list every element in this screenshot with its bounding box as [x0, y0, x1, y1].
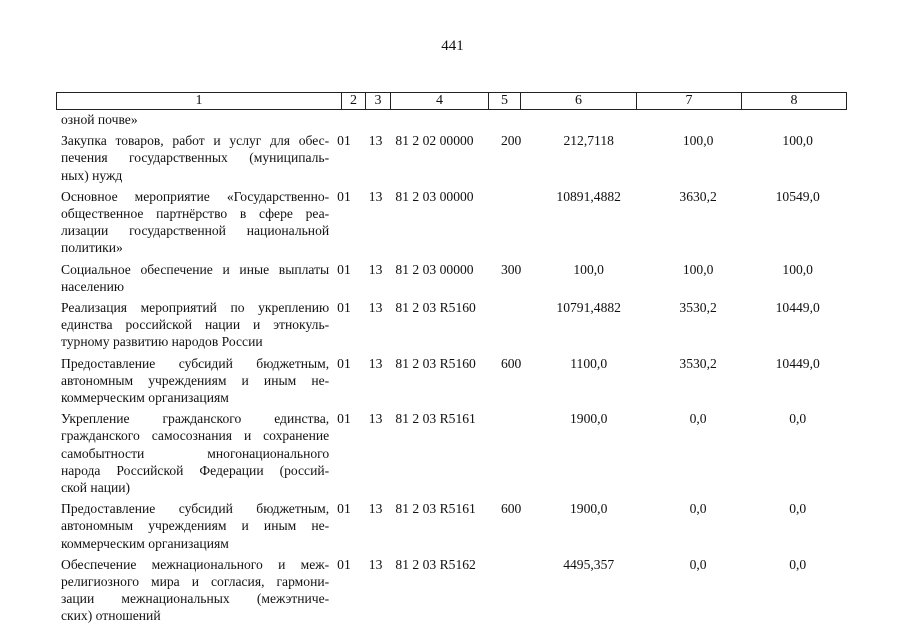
row-description: [56, 556, 329, 625]
subsection-code: [365, 111, 394, 128]
subsection-code: 13: [368, 501, 383, 517]
amount-col-8: 10549,0: [775, 188, 820, 204]
expense-type-code: 600: [500, 355, 522, 371]
column-header-4: 4: [391, 93, 489, 110]
amount-col-7: 3530,2: [679, 300, 717, 316]
description-line: Реализация мероприятий по укреплению: [61, 300, 330, 316]
column-header-7: 7: [637, 93, 742, 110]
amount-col-7: 3630,2: [679, 188, 717, 204]
subsection-code: 13: [368, 355, 383, 371]
description-line: гражданского самосознания и сохранение: [61, 428, 330, 444]
amount-col-8: 0,0: [789, 556, 807, 572]
amount-col-8: [749, 111, 846, 128]
amount-col-7: 100,0: [682, 261, 714, 277]
target-article-code: 81 2 03 R5161: [395, 411, 476, 427]
description-line: коммерческим организациям: [61, 535, 229, 551]
description-line: населению: [61, 278, 125, 294]
section-code: 01: [337, 355, 351, 371]
target-article-code: 81 2 03 R5162: [395, 556, 476, 572]
amount-col-6: 212,7118: [563, 133, 614, 149]
amount-col-7: [647, 111, 750, 128]
amount-col-8: 10449,0: [775, 300, 820, 316]
amount-col-8: 0,0: [789, 501, 807, 517]
section-code: 01: [337, 411, 351, 427]
table-row: [56, 188, 846, 257]
description-line: религиозного мира и согласия, гармони-: [61, 574, 330, 590]
amount-col-7: 3530,2: [679, 355, 717, 371]
amount-col-6: 1900,0: [569, 501, 608, 517]
table-row: [56, 500, 846, 552]
subsection-code: 13: [368, 556, 383, 572]
target-article-code: 81 2 03 R5160: [395, 300, 476, 316]
subsection-code: 13: [368, 300, 383, 316]
amount-col-6: 10791,4882: [556, 300, 621, 316]
amount-col-8: 10449,0: [775, 355, 820, 371]
amount-col-7: 0,0: [689, 501, 707, 517]
description-line: ской нации): [61, 480, 131, 496]
expense-type-code: [499, 188, 531, 257]
description-line: зации межнациональных (межэтниче-: [61, 591, 330, 607]
table-row: [56, 261, 846, 295]
description-line: ных) нужд: [61, 167, 123, 183]
description-line: общественное партнёрство в сфере реа-: [61, 206, 330, 222]
description-line: Предоставление субсидий бюджетным,: [61, 501, 330, 517]
description-line: Укрепление гражданского единства,: [61, 411, 330, 427]
column-header-8: 8: [742, 93, 847, 110]
table-row: [56, 556, 846, 625]
row-description: [56, 132, 329, 184]
expense-type-code: [499, 410, 531, 496]
expense-type-code: 600: [500, 501, 522, 517]
section-code: 01: [337, 133, 351, 149]
description-line: турному развитию народов России: [61, 334, 263, 350]
table-row: [56, 410, 846, 496]
amount-col-6: 10891,4882: [556, 188, 621, 204]
description-line: самобытности многонационального: [61, 445, 330, 461]
amount-col-7: 0,0: [689, 411, 707, 427]
description-line: автономным учреждениям и иным не-: [61, 518, 330, 534]
description-line: Предоставление субсидий бюджетным,: [61, 355, 330, 371]
column-header-2: 2: [342, 93, 366, 110]
amount-col-7: 0,0: [689, 556, 707, 572]
row-description: [56, 188, 329, 257]
description-line: ских) отношений: [61, 608, 161, 624]
column-header-5: 5: [489, 93, 521, 110]
description-line: коммерческим организациям: [61, 390, 229, 406]
description-line: озной почве»: [61, 112, 138, 127]
subsection-code: 13: [368, 411, 383, 427]
amount-col-6: 4495,357: [563, 556, 615, 572]
section-code: 01: [337, 261, 351, 277]
description-line: Социальное обеспечение и иные выплаты: [61, 261, 330, 277]
row-description: [56, 111, 329, 128]
table-row: [56, 299, 846, 351]
expense-type-code: 200: [500, 133, 522, 149]
amount-col-8: 100,0: [782, 133, 813, 149]
description-line: Основное мероприятие «Государственно-: [61, 188, 330, 204]
amount-col-6: 100,0: [573, 261, 604, 277]
row-spacer: [56, 625, 846, 629]
budget-table-body: [56, 111, 846, 629]
section-code: 01: [337, 188, 351, 204]
table-row: [56, 355, 846, 407]
column-header-table: [56, 92, 847, 110]
subsection-code: 13: [368, 133, 383, 149]
row-description: [56, 410, 329, 496]
target-article-code: 81 2 03 R5161: [395, 501, 476, 517]
section-code: 01: [337, 501, 351, 517]
description-line: Закупка товаров, работ и услуг для обес-: [61, 133, 330, 149]
description-line: автономным учреждениям и иным не-: [61, 372, 330, 388]
table-row: [56, 111, 846, 128]
description-line: лизации государственной национальной: [61, 223, 330, 239]
target-article-code: 81 2 02 00000: [395, 133, 474, 149]
target-article-code: 81 2 03 00000: [395, 188, 474, 204]
column-header-3: 3: [366, 93, 391, 110]
table-row: [56, 132, 846, 184]
section-code: 01: [337, 300, 351, 316]
amount-col-6: 1100,0: [570, 355, 608, 371]
subsection-code: 13: [368, 188, 383, 204]
description-line: народа Российской Федерации (россий-: [61, 462, 330, 478]
description-line: политики»: [61, 240, 123, 256]
section-code: [329, 111, 365, 128]
amount-col-8: 0,0: [789, 411, 807, 427]
target-article-code: 81 2 03 00000: [395, 261, 474, 277]
target-article-code: [393, 111, 499, 128]
description-line: единства российской нации и этнокуль-: [61, 317, 330, 333]
page-number: 441: [441, 38, 464, 54]
subsection-code: 13: [368, 261, 383, 277]
column-header-row: [57, 93, 847, 110]
amount-col-8: 100,0: [782, 261, 813, 277]
amount-col-6: [531, 111, 647, 128]
expense-type-code: [499, 556, 531, 625]
target-article-code: 81 2 03 R5160: [395, 355, 476, 371]
amount-col-7: 100,0: [682, 133, 714, 149]
section-code: 01: [337, 556, 351, 572]
expense-type-code: [499, 299, 531, 351]
row-description: [56, 299, 329, 351]
column-header-1: 1: [57, 93, 342, 110]
expense-type-code: 300: [500, 261, 522, 277]
amount-col-6: 1900,0: [569, 411, 608, 427]
description-line: печения государственных (муниципаль-: [61, 150, 330, 166]
description-line: Обеспечение межнационального и меж-: [61, 556, 330, 572]
column-header-6: 6: [521, 93, 637, 110]
row-description: [56, 261, 329, 295]
row-description: [56, 355, 329, 407]
row-description: [56, 500, 329, 552]
expense-type-code: [499, 111, 531, 128]
